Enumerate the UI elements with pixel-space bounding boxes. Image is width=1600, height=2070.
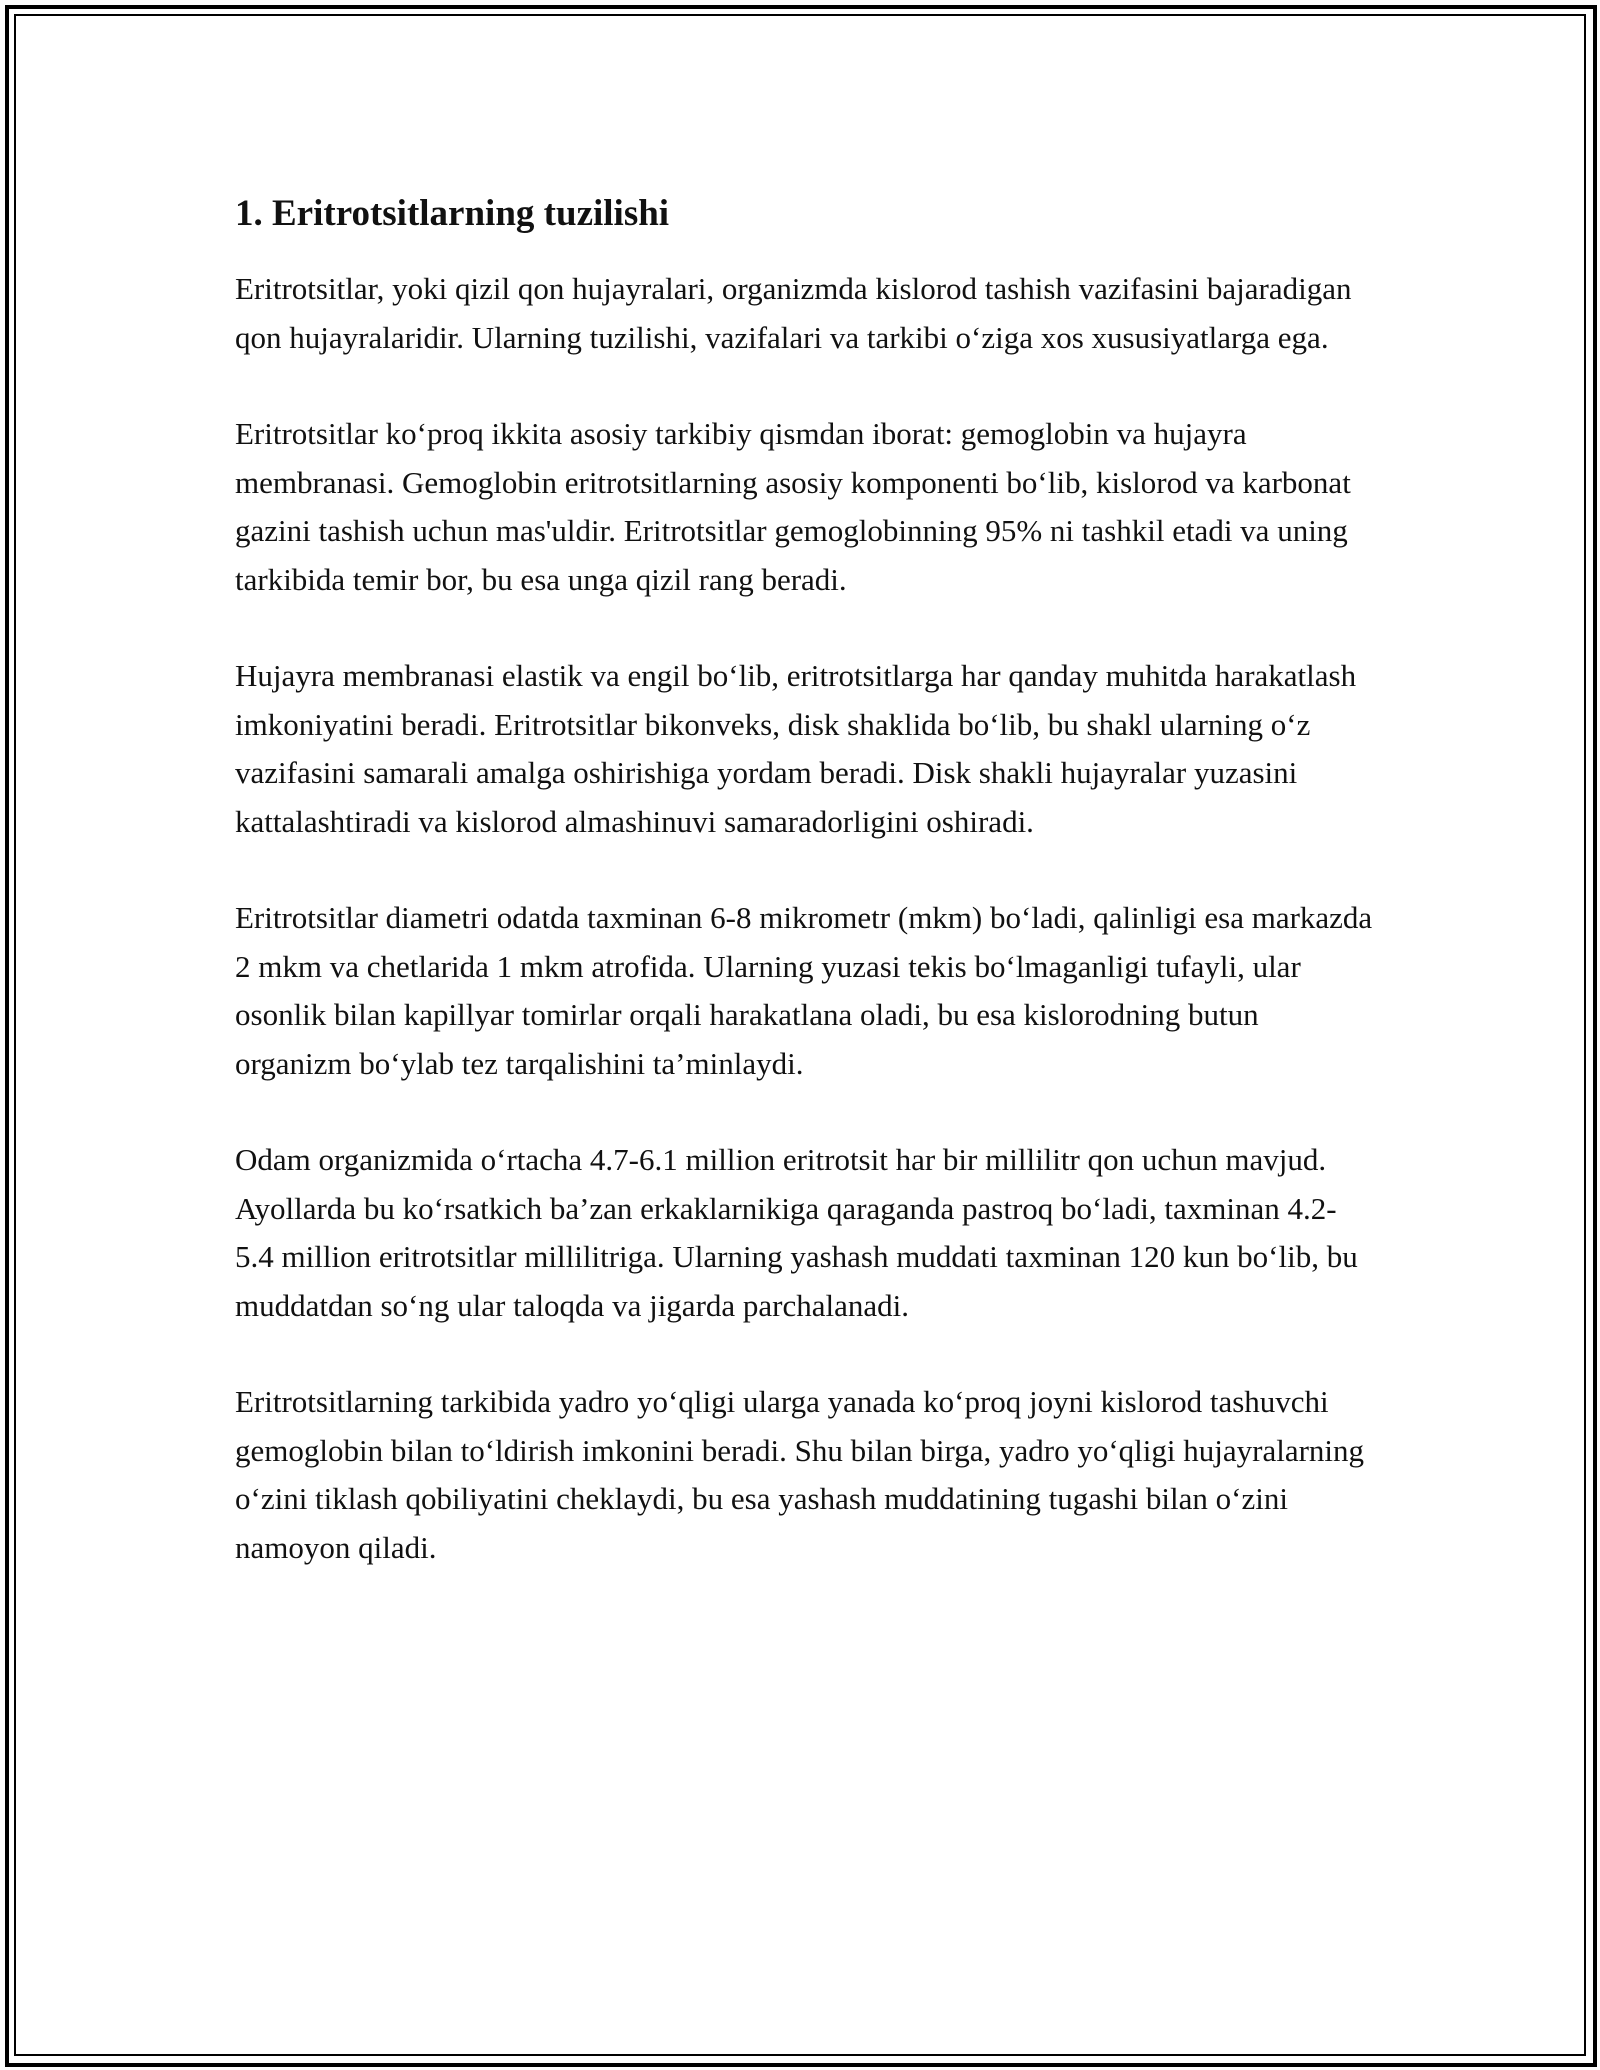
paragraph-3: Hujayra membranasi elastik va engil bo‘lib, eritrotsitlarga har qanday muhitda harakatlash imkoniyatini beradi. Eritrotsitlar bikonveks, disk shaklida bo‘lib, bu shakl ularning o‘z vazifasini samarali amalga oshirishiga yordam beradi. Disk shakli hujayralar yuzasini kattalashtiradi va kislorod almashinuvi samaradorligini oshiradi. [235, 658, 1357, 839]
section-heading: 1. Eritrotsitlarning tuzilishi [235, 193, 670, 234]
paragraph-2: Eritrotsitlar ko‘proq ikkita asosiy tarkibiy qismdan iborat: gemoglobin va hujayra membranasi. Gemoglobin eritrotsitlarning asosiy komponenti bo‘lib, kislorod va karbonat gazini tashish uchun mas'uldir. Eritrotsitlar gemoglobinning 95% ni tashkil etadi va uning tarkibida temir bor, bu esa unga qizil rang beradi. [235, 416, 1351, 597]
paragraph-4: Eritrotsitlar diametri odatda taxminan 6-8 mikrometr (mkm) bo‘ladi, qalinligi esa markazda 2 mkm va chetlarida 1 mkm atrofida. Ularning yuzasi tekis bo‘lmaganligi tufayli, ular osonlik bilan kapillyar tomirlar orqali harakatlana oladi, bu esa kislorodning butun organizm bo‘ylab tez tarqalishini ta’minlaydi. [235, 900, 1373, 1081]
paragraph-6: Eritrotsitlarning tarkibida yadro yo‘qligi ularga yanada ko‘proq joyni kislorod tashuvchi gemoglobin bilan to‘ldirish imkonini beradi. Shu bilan birga, yadro yo‘qligi hujayralarning o‘zini tiklash qobiliyatini cheklaydi, bu esa yashash muddatining tugashi bilan o‘zini namoyon qiladi. [235, 1384, 1365, 1565]
paragraph-1: Eritrotsitlar, yoki qizil qon hujayralari, organizmda kislorod tashish vazifasini bajaradigan qon hujayralaridir. Ularning tuzilishi, vazifalari va tarkibi o‘ziga xos xususiyatlarga ega. [235, 271, 1352, 355]
paragraph-5: Odam organizmida o‘rtacha 4.7-6.1 million eritrotsit har bir millilitr qon uchun mavjud. Ayollarda bu ko‘rsatkich ba’zan erkaklarnikiga qaraganda pastroq bo‘ladi, taxminan 4.2-5.4 million eritrotsitlar millilitriga. Ularning yashash muddati taxminan 120 kun bo‘lib, bu muddatdan so‘ng ular taloqda va jigarda parchalanadi. [235, 1142, 1358, 1323]
document-body [235, 186, 1375, 1620]
